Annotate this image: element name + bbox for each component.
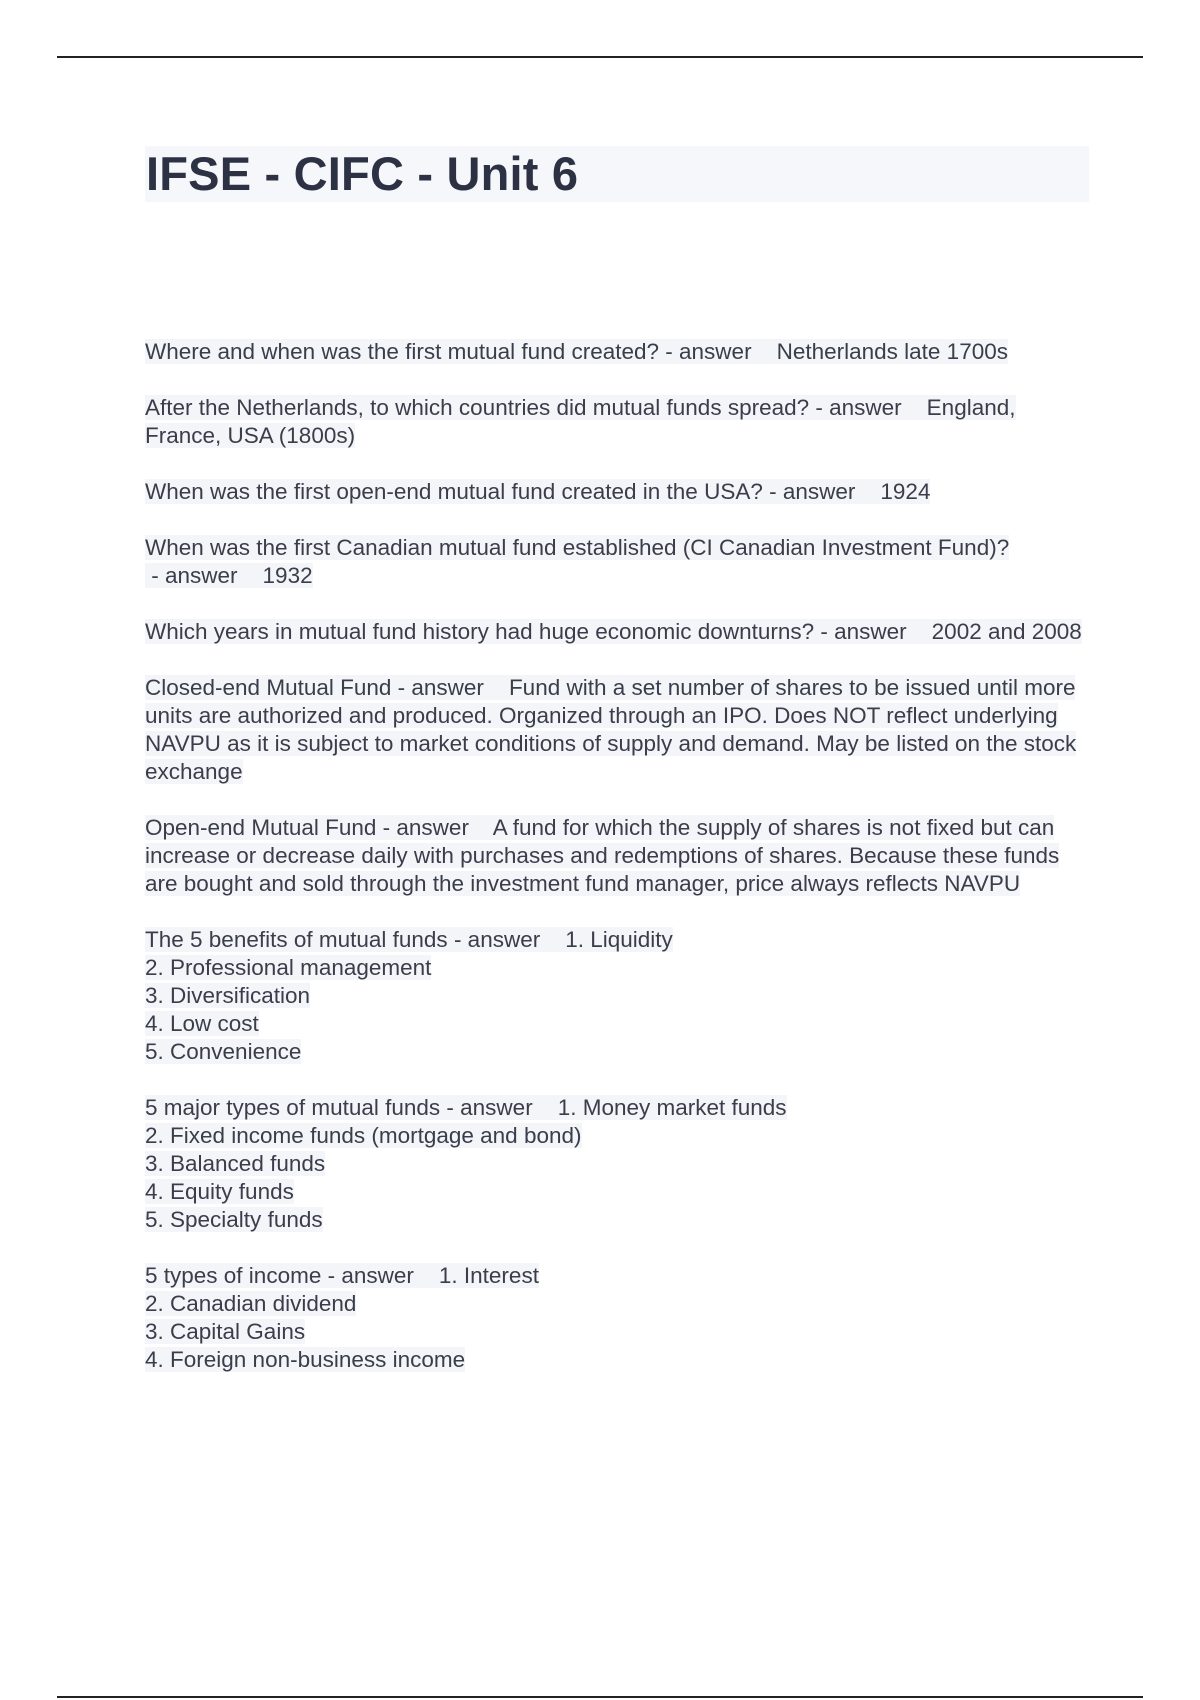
answer-text: Netherlands late 1700s xyxy=(776,339,1008,364)
qa-entry xyxy=(145,478,1089,506)
question-text: When was the first Canadian mutual fund established (CI Canadian Investment Fund)? xyxy=(145,535,1010,560)
answer-separator: - answer xyxy=(391,675,509,700)
list-item xyxy=(145,1038,1089,1066)
qa-entry xyxy=(145,674,1089,786)
list-item-text: 5. Specialty funds xyxy=(145,1207,323,1232)
answer-text: 2002 and 2008 xyxy=(931,619,1082,644)
question-text: Closed-end Mutual Fund xyxy=(145,675,392,700)
list-item-text: 4. Equity funds xyxy=(145,1179,294,1204)
answer-text: Fund with a set number of shares to be issued until more units are authorized and produced. Organized through an IPO. Does NOT reflect underlying NAVPU as it is subject to market conditions of supply and demand. May be listed on the stock exchange xyxy=(145,675,1077,784)
answer-separator: - answer xyxy=(809,395,927,420)
qa-entry xyxy=(145,1262,1089,1374)
qa-entry xyxy=(145,394,1089,450)
qa-entry xyxy=(145,1094,1089,1234)
list-item-text: 3. Diversification xyxy=(145,983,311,1008)
list-item-text: 2. Canadian dividend xyxy=(145,1291,357,1316)
list-item-text: 2. Fixed income funds (mortgage and bond) xyxy=(145,1123,582,1148)
answer-text: 1. Liquidity xyxy=(565,927,673,952)
qa-entry xyxy=(145,618,1089,646)
qa-entry xyxy=(145,814,1089,898)
question-text: 5 types of income xyxy=(145,1263,322,1288)
list-item xyxy=(145,1150,1089,1178)
question-text: Where and when was the first mutual fund created? xyxy=(145,339,660,364)
list-item-text: 4. Low cost xyxy=(145,1011,259,1036)
answer-separator: - answer xyxy=(145,563,263,588)
list-item-text: 2. Professional management xyxy=(145,955,432,980)
list-item-text: 4. Foreign non-business income xyxy=(145,1347,466,1372)
question-text: When was the first open-end mutual fund created in the USA? xyxy=(145,479,763,504)
answer-separator: - answer xyxy=(376,815,493,840)
list-item xyxy=(145,1318,1089,1346)
footer-rule xyxy=(57,1696,1143,1698)
list-item xyxy=(145,1346,1089,1374)
list-item-text: 3. Capital Gains xyxy=(145,1319,306,1344)
answer-text: England, France, USA (1800s) xyxy=(145,395,1016,448)
list-item xyxy=(145,1178,1089,1206)
answer-text: 1. Money market funds xyxy=(557,1095,787,1120)
question-text: The 5 benefits of mutual funds xyxy=(145,927,448,952)
list-item-text: 3. Balanced funds xyxy=(145,1151,326,1176)
header-rule xyxy=(57,56,1143,58)
list-item xyxy=(145,1122,1089,1150)
answer-separator: - answer xyxy=(814,619,932,644)
answer-separator: - answer xyxy=(440,1095,558,1120)
question-text: Open-end Mutual Fund xyxy=(145,815,377,840)
qa-entry xyxy=(145,534,1089,590)
question-text: After the Netherlands, to which countries did mutual funds spread? xyxy=(145,395,810,420)
qa-list xyxy=(145,338,1089,1402)
answer-text: 1924 xyxy=(880,479,931,504)
list-item xyxy=(145,1206,1089,1234)
answer-separator: - answer xyxy=(659,339,777,364)
answer-separator: - answer xyxy=(447,927,566,952)
answer-separator: - answer xyxy=(762,479,881,504)
document-title: IFSE - CIFC - Unit 6 xyxy=(146,147,579,200)
list-item xyxy=(145,982,1089,1010)
answer-separator: - answer xyxy=(321,1263,439,1288)
qa-entry xyxy=(145,926,1089,1066)
list-item xyxy=(145,1290,1089,1318)
question-text: Which years in mutual fund history had huge economic downturns? xyxy=(145,619,815,644)
qa-entry xyxy=(145,338,1089,366)
list-item-text: 5. Convenience xyxy=(145,1039,302,1064)
question-text: 5 major types of mutual funds xyxy=(145,1095,441,1120)
answer-text: 1. Interest xyxy=(438,1263,539,1288)
list-item xyxy=(145,954,1089,982)
answer-text: 1932 xyxy=(262,563,313,588)
answer-text: A fund for which the supply of shares is not fixed but can increase or decrease daily with purchases and redemptions of shares. Because these funds are bought and sold through the investment fund manager, price always reflects NAVPU xyxy=(145,815,1060,896)
list-item xyxy=(145,1010,1089,1038)
